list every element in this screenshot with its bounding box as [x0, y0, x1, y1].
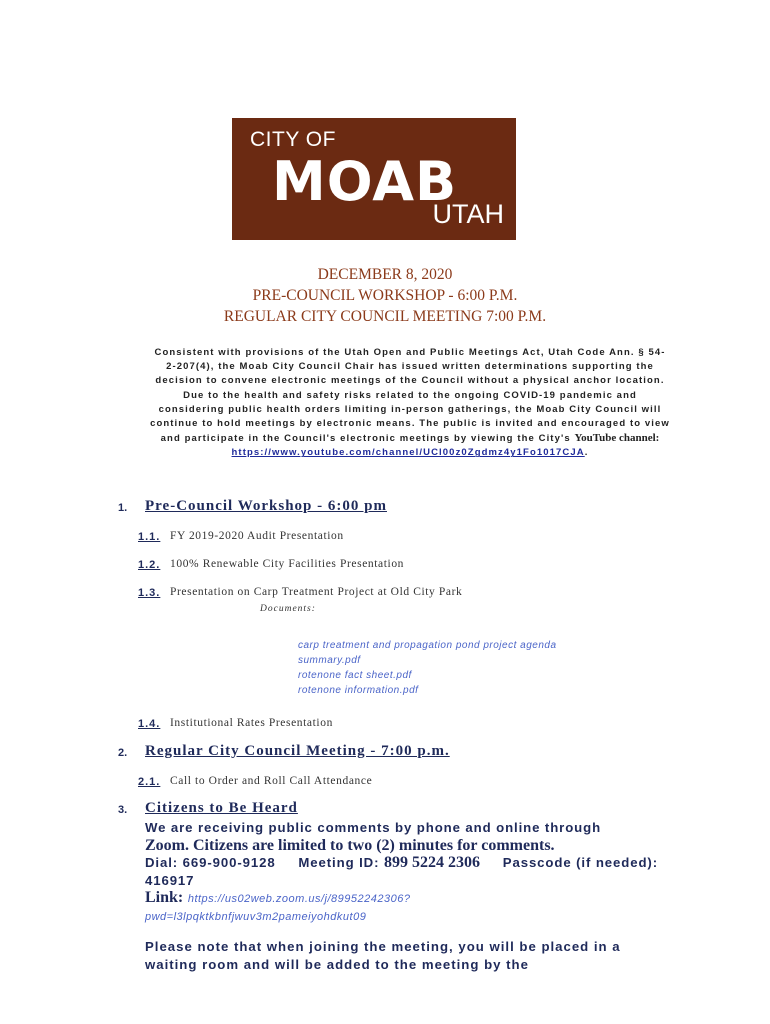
section-number: 1. [118, 502, 128, 514]
item-renewable: 100% Renewable City Facilities Presentation [170, 558, 405, 570]
dial-number: Dial: 669-900-9128 [145, 855, 276, 870]
document-link[interactable]: summary.pdf [298, 655, 361, 666]
item-rates: Institutional Rates Presentation [170, 717, 333, 729]
item-number[interactable]: 1.1. [138, 531, 161, 543]
meeting-id-label: Meeting ID: [298, 855, 380, 870]
youtube-link[interactable]: https://www.youtube.com/channel/UCl00z0Zgdmz4y1Fo1017CJA [231, 447, 585, 459]
intro-text: Consistent with provisions of the Utah Open and Public Meetings Act, Utah Code Ann. § 54-2-207(4), the Moab City Council Chair has issued written determinations supporting the decision to convene electronic meetings of the Council without a physical anchor location. Due to the health and safety risks related to the ongoing COVID-19 pandemic and considering public health orders limiting in-person gatherings, the Moab City Council will continue to hold meetings by electronic means. The public is invited and encouraged to view and participate in the Council's electronic meetings by viewing the City's [150, 347, 670, 445]
item-number[interactable]: 2.1. [138, 776, 161, 788]
section-title-citizens[interactable]: Citizens to Be Heard [145, 800, 298, 816]
item-number[interactable]: 1.4. [138, 718, 161, 730]
city-logo [232, 118, 516, 240]
section-title-regular-meeting[interactable]: Regular City Council Meeting - 7:00 p.m. [145, 743, 450, 759]
document-link[interactable]: rotenone information.pdf [298, 685, 419, 696]
item-call-to-order: Call to Order and Roll Call Attendance [170, 775, 373, 787]
section-title-workshop[interactable]: Pre-Council Workshop - 6:00 pm [145, 498, 387, 514]
documents-label: Documents: [260, 604, 316, 614]
meeting-date: DECEMBER 8, 2020 [317, 266, 453, 283]
waiting-room-note: Please note that when joining the meeting, you will be placed in a waiting room and will be added to the meeting by the [145, 939, 621, 972]
logo-utah: UTAH [432, 199, 504, 229]
item-number[interactable]: 1.2. [138, 559, 161, 571]
zoom-link-part1[interactable]: https://us02web.zoom.us/j/89952242306? [187, 893, 411, 905]
document-link[interactable]: carp treatment and propagation pond project agenda [298, 640, 557, 651]
intro-period: . [584, 447, 589, 459]
item-carp: Presentation on Carp Treatment Project at Old City Park [170, 586, 463, 598]
passcode-value: 416917 [145, 872, 195, 888]
section-number: 2. [118, 747, 128, 759]
item-number[interactable]: 1.3. [138, 587, 161, 599]
zoom-limit-line: Zoom. Citizens are limited to two (2) minutes for comments. [145, 836, 555, 854]
item-audit: FY 2019-2020 Audit Presentation [170, 530, 344, 542]
document-link[interactable]: rotenone fact sheet.pdf [298, 670, 412, 681]
comments-line: We are receiving public comments by phone and online through [145, 820, 602, 835]
zoom-link-part2[interactable]: pwd=l3lpqktkbnfjwuv3m2pameiyohdkut09 [145, 910, 367, 923]
passcode-label: Passcode (if needed): [502, 855, 658, 870]
meeting-id: 899 5224 2306 [383, 854, 480, 871]
workshop-heading: PRE-COUNCIL WORKSHOP - 6:00 P.M. [252, 287, 518, 304]
meeting-heading: REGULAR CITY COUNCIL MEETING 7:00 P.M. [223, 308, 547, 325]
logo-moab: MOAB [272, 150, 458, 213]
citizens-details [145, 819, 665, 926]
youtube-label: YouTube channel: [574, 432, 660, 445]
section-number: 3. [118, 804, 128, 816]
logo-city-of: CITY OF [250, 128, 336, 151]
intro-paragraph [150, 346, 670, 461]
zoom-link-label: Link: [145, 889, 184, 906]
